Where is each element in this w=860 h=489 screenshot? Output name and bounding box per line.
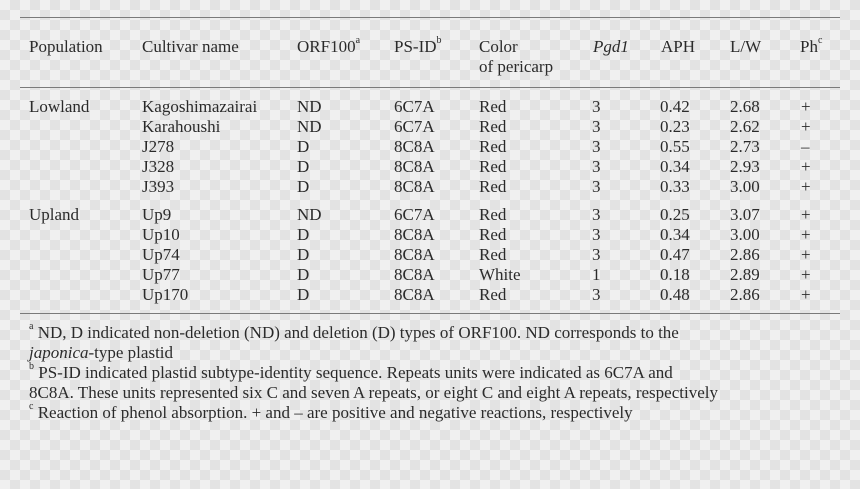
pgd1-cell: 1 — [592, 265, 601, 284]
footnote-c-mark: c — [29, 401, 34, 412]
cultivar-cell: Karahoushi — [142, 117, 221, 136]
lw-cell: 2.73 — [730, 137, 760, 156]
table-row — [0, 157, 860, 177]
cultivar-cell: Up74 — [142, 245, 180, 264]
aph-cell: 0.23 — [660, 117, 690, 136]
orf100-cell: D — [297, 285, 310, 304]
pericarp-color-cell: Red — [479, 285, 507, 304]
footnote-a-line1 — [29, 323, 839, 343]
table-header-rule — [20, 87, 840, 88]
footnote-a-text: ND, D indicated non-deletion (ND) and deletion (D) types of ORF100. ND corresponds to the — [37, 323, 679, 342]
footnote-b-mark: b — [29, 361, 34, 372]
header-population: Population — [29, 37, 103, 56]
footnote-b-line2: 8C8A. These units represented six C and seven A repeats, or eight C and eight A repeats, respectively — [29, 383, 718, 402]
aph-cell: 0.48 — [660, 285, 690, 304]
orf100-cell: D — [297, 137, 310, 156]
ph-cell: + — [801, 157, 811, 176]
cultivar-cell: Up9 — [142, 205, 172, 224]
table-row — [0, 205, 860, 225]
ph-cell: + — [801, 285, 811, 304]
lw-cell: 2.86 — [730, 285, 760, 304]
header-orf100-label: ORF100 — [297, 37, 356, 56]
footnote-mark-c: c — [817, 35, 823, 46]
pgd1-cell: 3 — [592, 117, 601, 136]
table-row — [0, 225, 860, 245]
footnote-a-mark: a — [29, 321, 34, 332]
lw-cell: 3.00 — [730, 225, 760, 244]
ph-cell: + — [801, 97, 811, 116]
ps-id-cell: 8C8A — [394, 245, 435, 264]
aph-cell: 0.34 — [660, 225, 690, 244]
footnote-c-text: Reaction of phenol absorption. + and – are positive and negative reactions, respectively — [37, 403, 633, 422]
pericarp-color-cell: Red — [479, 245, 507, 264]
orf100-cell: D — [297, 225, 310, 244]
pericarp-color-cell: Red — [479, 205, 507, 224]
aph-cell: 0.34 — [660, 157, 690, 176]
lw-cell: 2.93 — [730, 157, 760, 176]
ps-id-cell: 8C8A — [394, 137, 435, 156]
orf100-cell: D — [297, 177, 310, 196]
table-top-rule — [20, 17, 840, 18]
ph-cell: + — [801, 245, 811, 264]
table-bottom-rule — [20, 313, 840, 314]
table-row — [0, 137, 860, 157]
pgd1-cell: 3 — [592, 177, 601, 196]
footnote-a-text-rest: -type plastid — [88, 343, 174, 362]
header-orf100 — [297, 37, 360, 57]
orf100-cell: ND — [297, 205, 322, 224]
ps-id-cell: 6C7A — [394, 205, 435, 224]
lw-cell: 2.89 — [730, 265, 760, 284]
footnote-b-line1 — [29, 363, 839, 383]
footnote-b-text: PS-ID indicated plastid subtype-identity sequence. Repeats units were indicated as 6C7A and — [38, 363, 673, 382]
aph-cell: 0.42 — [660, 97, 690, 116]
pgd1-cell: 3 — [592, 285, 601, 304]
aph-cell: 0.33 — [660, 177, 690, 196]
lw-cell: 2.62 — [730, 117, 760, 136]
header-color-line1: Color — [479, 37, 518, 56]
orf100-cell: ND — [297, 97, 322, 116]
ph-cell: – — [801, 137, 810, 156]
ps-id-cell: 6C7A — [394, 117, 435, 136]
table-row — [0, 285, 860, 305]
ph-cell: + — [801, 225, 811, 244]
cultivar-cell: J278 — [142, 137, 175, 156]
lw-cell: 2.86 — [730, 245, 760, 264]
ps-id-cell: 6C7A — [394, 97, 435, 116]
ph-cell: + — [801, 117, 811, 136]
pgd1-cell: 3 — [592, 245, 601, 264]
pericarp-color-cell: Red — [479, 117, 507, 136]
header-aph: APH — [661, 37, 696, 56]
ph-cell: + — [801, 205, 811, 224]
footnote-c-line1 — [29, 403, 839, 423]
cultivar-cell: Up10 — [142, 225, 180, 244]
pericarp-color-cell: Red — [479, 137, 507, 156]
ps-id-cell: 8C8A — [394, 157, 435, 176]
ps-id-cell: 8C8A — [394, 177, 435, 196]
footnote-mark-a: a — [355, 35, 361, 46]
table-row — [0, 117, 860, 137]
ps-id-cell: 8C8A — [394, 225, 435, 244]
table-row — [0, 177, 860, 197]
header-color-line2: of pericarp — [479, 57, 554, 76]
footnote-mark-b: b — [436, 35, 442, 46]
orf100-cell: D — [297, 245, 310, 264]
ph-cell: + — [801, 177, 811, 196]
lw-cell: 3.00 — [730, 177, 760, 196]
orf100-cell: ND — [297, 117, 322, 136]
ps-id-cell: 8C8A — [394, 265, 435, 284]
table-row — [0, 245, 860, 265]
pericarp-color-cell: Red — [479, 157, 507, 176]
aph-cell: 0.18 — [660, 265, 690, 284]
header-ps-id — [394, 37, 442, 57]
cultivar-cell: J328 — [142, 157, 175, 176]
header-lw: L/W — [730, 37, 762, 56]
table-row — [0, 97, 860, 117]
cultivar-cell: Kagoshimazairai — [142, 97, 258, 116]
pgd1-cell: 3 — [592, 137, 601, 156]
orf100-cell: D — [297, 157, 310, 176]
footnote-a-japonica: japonica — [29, 343, 89, 362]
header-color-of-pericarp — [479, 37, 553, 77]
header-ph — [800, 37, 822, 57]
aph-cell: 0.47 — [660, 245, 690, 264]
pgd1-cell: 3 — [592, 157, 601, 176]
cultivar-cell: Up77 — [142, 265, 180, 284]
table-row — [0, 265, 860, 285]
cultivar-cell: J393 — [142, 177, 175, 196]
pgd1-cell: 3 — [592, 97, 601, 116]
population-cell: Lowland — [29, 97, 90, 116]
ph-cell: + — [801, 265, 811, 284]
lw-cell: 3.07 — [730, 205, 760, 224]
ps-id-cell: 8C8A — [394, 285, 435, 304]
header-ph-label: Ph — [800, 37, 818, 56]
header-pgd1: Pgd1 — [593, 37, 629, 56]
pericarp-color-cell: Red — [479, 97, 507, 116]
header-cultivar-name: Cultivar name — [142, 37, 239, 56]
pericarp-color-cell: Red — [479, 177, 507, 196]
header-ps-id-label: PS-ID — [394, 37, 437, 56]
pericarp-color-cell: Red — [479, 225, 507, 244]
footnote-a-line2 — [29, 343, 839, 363]
aph-cell: 0.55 — [660, 137, 690, 156]
pgd1-cell: 3 — [592, 205, 601, 224]
pgd1-cell: 3 — [592, 225, 601, 244]
aph-cell: 0.25 — [660, 205, 690, 224]
cultivar-cell: Up170 — [142, 285, 189, 304]
pericarp-color-cell: White — [479, 265, 521, 284]
population-cell: Upland — [29, 205, 80, 224]
orf100-cell: D — [297, 265, 310, 284]
lw-cell: 2.68 — [730, 97, 760, 116]
